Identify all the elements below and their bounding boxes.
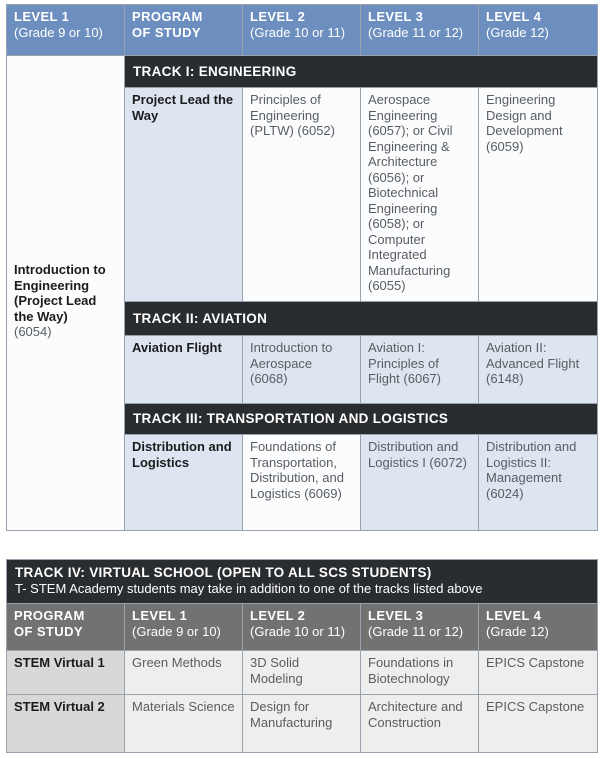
header-program-of-study <box>125 5 243 56</box>
header-level-3 <box>361 5 479 56</box>
table-row <box>7 651 598 695</box>
header-subtitle: (Grade 10 or 11) <box>250 623 346 639</box>
track-title: TRACK III: TRANSPORTATION AND LOGISTICS <box>125 404 598 435</box>
level-1-course: Materials Science <box>125 695 243 753</box>
virtual-school-table <box>6 559 598 753</box>
header-program-of-study <box>7 604 125 651</box>
header-subtitle: (Grade 10 or 11) <box>250 24 346 40</box>
track-title: TRACK IV: VIRTUAL SCHOOL (OPEN TO ALL SCS STUDENTS) <box>15 565 432 580</box>
header-subtitle: (Grade 11 or 12) <box>368 24 464 40</box>
track-title: TRACK I: ENGINEERING <box>125 56 598 88</box>
header-level-4 <box>479 604 598 651</box>
level-2-course: 3D Solid Modeling <box>243 651 361 695</box>
level-4-course: EPICS Capstone <box>479 695 598 753</box>
program-name: Project Lead the Way <box>125 88 243 302</box>
level-3-course: Distribution and Logistics I (6072) <box>361 435 479 531</box>
header-title: LEVEL 4 <box>486 608 542 623</box>
header-level-1 <box>7 5 125 56</box>
header-title: LEVEL 1 <box>14 9 70 24</box>
program-name: STEM Virtual 1 <box>7 651 125 695</box>
program-name: Aviation Flight <box>125 336 243 404</box>
track-title: TRACK II: AVIATION <box>125 302 598 336</box>
track-note: T- STEM Academy students may take in addition to one of the tracks listed above <box>15 580 483 596</box>
header-level-3 <box>361 604 479 651</box>
program-name: Distribution and Logistics <box>125 435 243 531</box>
table-row <box>7 695 598 753</box>
header-level-2 <box>243 5 361 56</box>
header-subtitle: (Grade 12) <box>486 24 549 40</box>
level-4-course: Engineering Design and Development (6059) <box>479 88 598 302</box>
header-title-line-2: OF STUDY <box>14 623 83 639</box>
header-subtitle: (Grade 11 or 12) <box>368 623 464 639</box>
header-title-line-2: OF STUDY <box>132 24 201 40</box>
header-level-1 <box>125 604 243 651</box>
level-2-course: Foundations of Transportation, Distribution, and Logistics (6069) <box>243 435 361 531</box>
header-level-4 <box>479 5 598 56</box>
program-name: STEM Virtual 2 <box>7 695 125 753</box>
header-subtitle: (Grade 12) <box>486 623 549 639</box>
header-title: LEVEL 3 <box>368 9 424 24</box>
engineering-tracks-table <box>6 4 598 531</box>
level-3-course: Aerospace Engineering (6057); or Civil Engineering & Architecture (6056); or Biotechnical Engineering (6058); or Computer Integrated Manufacturing (6055) <box>361 88 479 302</box>
level-1-course-cell <box>7 56 125 531</box>
header-title: LEVEL 1 <box>132 608 188 623</box>
header-title: PROGRAM <box>132 9 203 24</box>
header-title: LEVEL 2 <box>250 9 306 24</box>
header-subtitle: (Grade 9 or 10) <box>132 623 221 639</box>
level-4-course: Distribution and Logistics II: Management (6024) <box>479 435 598 531</box>
level-2-course: Introduction to Aerospace (6068) <box>243 336 361 404</box>
level-3-course: Architecture and Construction <box>361 695 479 753</box>
track-iv-header <box>7 560 598 604</box>
level-1-course-code: (6054) <box>14 324 52 340</box>
header-title: LEVEL 3 <box>368 608 424 623</box>
level-3-course: Aviation I: Principles of Flight (6067) <box>361 336 479 404</box>
level-3-course: Foundations in Biotechnology <box>361 651 479 695</box>
header-level-2 <box>243 604 361 651</box>
header-title: PROGRAM <box>14 608 85 623</box>
level-2-course: Principles of Engineering (PLTW) (6052) <box>243 88 361 302</box>
header-title: LEVEL 4 <box>486 9 542 24</box>
level-1-course: Green Methods <box>125 651 243 695</box>
level-4-course: EPICS Capstone <box>479 651 598 695</box>
level-2-course: Design for Manufacturing <box>243 695 361 753</box>
header-subtitle: (Grade 9 or 10) <box>14 24 103 40</box>
level-4-course: Aviation II: Advanced Flight (6148) <box>479 336 598 404</box>
header-title: LEVEL 2 <box>250 608 306 623</box>
level-1-course-name: Introduction to Engineering (Project Lead the Way) <box>14 262 106 324</box>
